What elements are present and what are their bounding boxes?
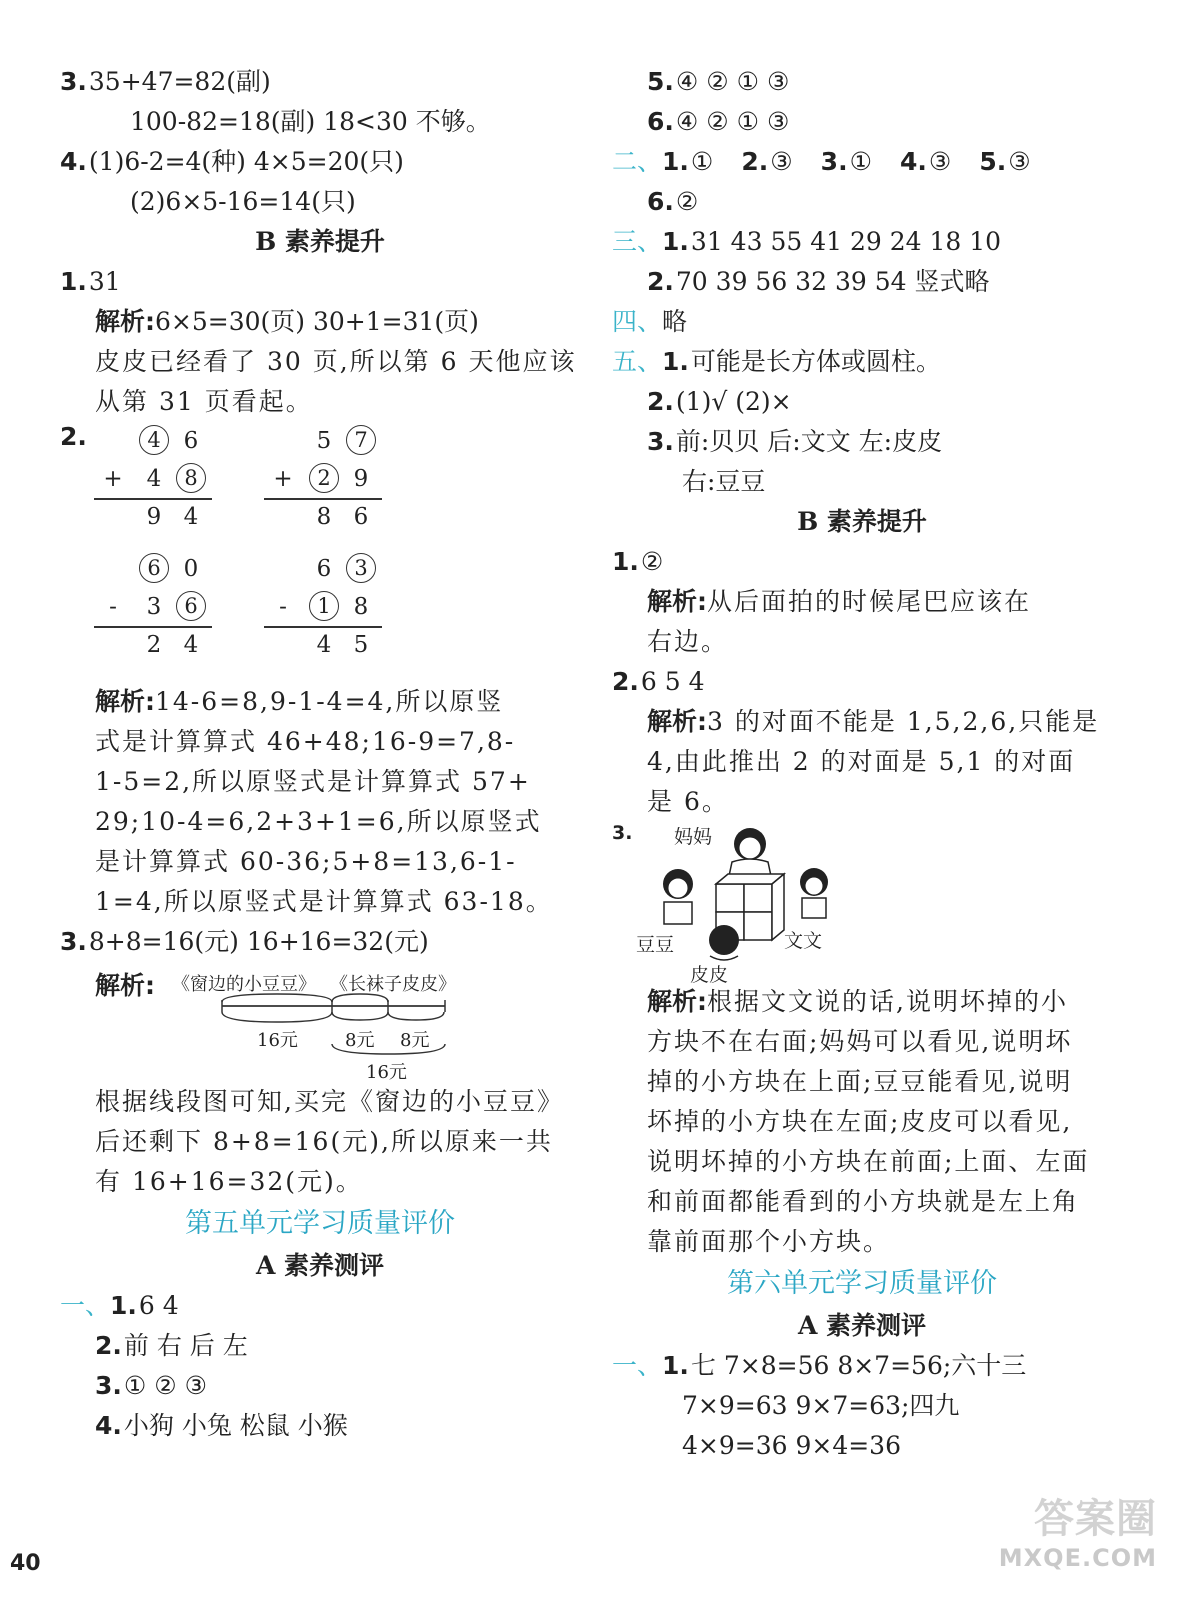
flower-blank: 3 <box>346 553 376 583</box>
vertical-calc-4: 6 3 - 1 8 4 5 <box>264 550 384 664</box>
observer-illustration <box>612 822 1112 986</box>
analysis-line: 是计算算式 60-36;5+8=13,6-1- <box>95 847 517 876</box>
flower-blank: 4 <box>139 425 169 455</box>
answer-line: 右:豆豆 <box>682 467 766 496</box>
analysis-line: 解析:根据文文说的话,说明坏掉的小 <box>647 987 1068 1016</box>
answer-line: 1.② <box>612 547 664 576</box>
person-label: 文文 <box>784 930 823 952</box>
diagram-label: 8元 <box>400 1030 430 1051</box>
left-column <box>60 62 580 1446</box>
answer-line: 二、1.① 2.③ 3.① 4.③ 5.③ <box>612 147 1031 176</box>
answer-line: 2.(1)√ (2)× <box>647 387 792 416</box>
section-subtitle: B 素养提升 <box>797 507 927 536</box>
answer-line: 五、1.可能是长方体或圆柱。 <box>612 347 941 376</box>
analysis-line: 说明坏掉的小方块在前面;上面、左面 <box>647 1147 1090 1176</box>
vertical-calc-1: 4 6 + 4 8 9 4 <box>94 422 214 536</box>
analysis-line: 坏掉的小方块在左面;皮皮可以看见, <box>647 1107 1073 1136</box>
line-segment-diagram <box>60 962 580 1082</box>
analysis-line: 后还剩下 8+8=16(元),所以原来一共 <box>95 1127 553 1156</box>
person-label: 妈妈 <box>674 826 713 848</box>
section-subtitle: A 素养测评 <box>255 1251 385 1280</box>
answer-line: 5.④ ② ① ③ <box>647 67 790 96</box>
section-subtitle: A 素养测评 <box>797 1311 927 1340</box>
answer-line: 2.70 39 56 32 39 54 竖式略 <box>647 267 990 296</box>
person-label: 豆豆 <box>636 934 675 956</box>
analysis-label: 解析: <box>95 971 155 1000</box>
analysis-line: 1=4,所以原竖式是计算算式 63-18。 <box>95 887 553 916</box>
analysis-line: 29;10-4=6,2+3+1=6,所以原竖式 <box>95 807 542 836</box>
flower-blank: 1 <box>309 591 339 621</box>
flower-blank: 8 <box>176 463 206 493</box>
answer-line: 4×9=36 9×4=36 <box>682 1431 901 1460</box>
diagram-label: 16元 <box>366 1062 407 1083</box>
answer-line: 一、1.6 4 <box>60 1291 179 1320</box>
vertical-calc-2: 5 7 + 2 9 8 6 <box>264 422 384 536</box>
analysis-line: 解析:14-6=8,9-1-4=4,所以原竖 <box>95 687 504 716</box>
answer-line: 4.(1)6-2=4(种) 4×5=20(只) <box>60 147 404 176</box>
analysis-line: 皮皮已经看了 30 页,所以第 6 天他应该 <box>95 347 577 376</box>
diagram-label: 《窗边的小豆豆》 <box>172 974 316 995</box>
answer-line: 1.31 <box>60 267 121 296</box>
analysis-line: 解析:从后面拍的时候尾巴应该在 <box>647 587 1032 616</box>
analysis-line: 方块不在右面;妈妈可以看见,说明坏 <box>647 1027 1073 1056</box>
vertical-calc-3: 6 0 - 3 6 2 4 <box>94 550 214 664</box>
diagram-label: 16元 <box>257 1030 298 1051</box>
vertical-calculations <box>60 422 580 682</box>
flower-blank: 2 <box>309 463 339 493</box>
answer-line: 3.8+8=16(元) 16+16=32(元) <box>60 927 429 956</box>
answer-line: 四、略 <box>612 307 688 336</box>
flower-blank: 6 <box>176 591 206 621</box>
answer-line: 4.小狗 小兔 松鼠 小猴 <box>95 1411 348 1440</box>
analysis-line: 靠前面那个小方块。 <box>647 1227 891 1256</box>
answer-line: 6.② <box>647 187 699 216</box>
analysis-line: 式是计算算式 46+48;16-9=7,8- <box>95 727 516 756</box>
person-label: 皮皮 <box>690 964 729 986</box>
flower-blank: 6 <box>139 553 169 583</box>
analysis-line: 从第 31 页看起。 <box>95 387 313 416</box>
analysis-line: 解析:3 的对面不能是 1,5,2,6,只能是 <box>647 707 1100 736</box>
section-subtitle: B 素养提升 <box>255 227 385 256</box>
analysis-line: 掉的小方块在上面;豆豆能看见,说明 <box>647 1067 1073 1096</box>
analysis-line: 4,由此推出 2 的对面是 5,1 的对面 <box>647 747 1076 776</box>
analysis-line: 右边。 <box>647 627 729 656</box>
diagram-label: 8元 <box>345 1030 375 1051</box>
answer-line: 三、1.31 43 55 41 29 24 18 10 <box>612 227 1002 256</box>
children-and-cubes-picture <box>632 822 892 982</box>
unit-title: 第六单元学习质量评价 <box>727 1268 997 1299</box>
answer-line: 3.35+47=82(副) <box>60 67 271 96</box>
answer-line: 7×9=63 9×7=63;四九 <box>682 1391 960 1420</box>
analysis-line: 1-5=2,所以原竖式是计算算式 57+ <box>95 767 531 796</box>
flower-blank: 7 <box>346 425 376 455</box>
answer-line: 6.④ ② ① ③ <box>647 107 790 136</box>
answer-line: 2.前 右 后 左 <box>95 1331 248 1360</box>
page-number: 40 <box>10 1551 41 1576</box>
analysis-line: 是 6。 <box>647 787 729 816</box>
question-number: 2. <box>60 422 87 451</box>
site-watermark: 答案圈 MXQE.COM <box>998 1496 1157 1572</box>
analysis-line: 有 16+16=32(元)。 <box>95 1167 363 1196</box>
answer-line: 3.① ② ③ <box>95 1371 208 1400</box>
analysis-line: 和前面都能看到的小方块就是左上角 <box>647 1187 1080 1216</box>
right-column <box>612 62 1112 1466</box>
answer-line: 2.6 5 4 <box>612 667 705 696</box>
analysis-line: 解析:6×5=30(页) 30+1=31(页) <box>95 307 479 336</box>
unit-title: 第五单元学习质量评价 <box>185 1208 455 1239</box>
segment-lines <box>60 962 580 1082</box>
question-number: 3. <box>612 822 633 844</box>
diagram-label: 《长袜子皮皮》 <box>330 974 456 995</box>
answer-line: (2)6×5-16=14(只) <box>130 187 356 216</box>
analysis-line: 根据线段图可知,买完《窗边的小豆豆》 <box>95 1087 564 1116</box>
answer-line: 100-82=18(副) 18<30 不够。 <box>130 107 491 136</box>
answer-line: 一、1.七 7×8=56 8×7=56;六十三 <box>612 1351 1027 1380</box>
answer-line: 3.前:贝贝 后:文文 左:皮皮 <box>647 427 943 456</box>
